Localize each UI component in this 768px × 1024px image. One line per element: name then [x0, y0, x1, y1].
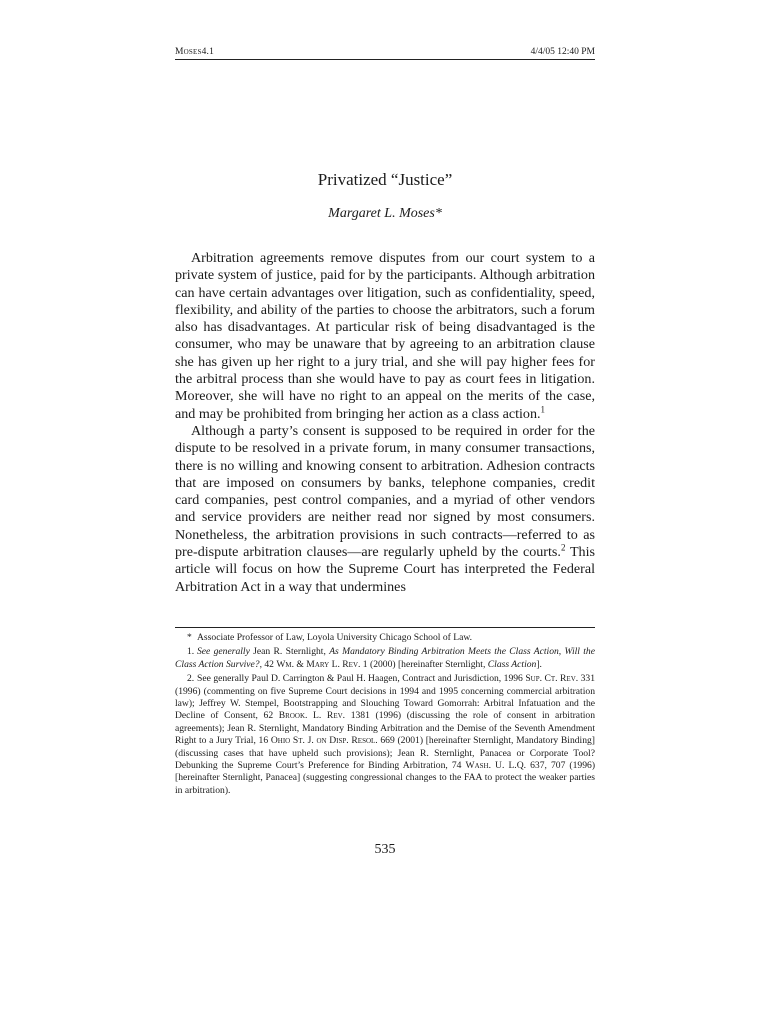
running-header	[175, 47, 595, 60]
footnote	[175, 632, 595, 644]
footnote-text: Associate Professor of Law, Loyola University Chicago School of Law.	[197, 632, 473, 643]
footnote-text: See generally	[197, 646, 250, 658]
footnote-text: Jean R. Sternlight,	[249, 646, 330, 658]
footnote-text: Sup. Ct. Rev.	[525, 673, 579, 685]
footnote-marker: 2.	[187, 673, 195, 685]
footnote-text: Wm. & Mary L. Rev.	[276, 658, 361, 670]
article-title: Privatized “Justice”	[317, 170, 453, 189]
paragraph-text: Although a party’s consent is supposed to be required in order for the dispute to be resolved in a private forum, in many consumer transactions, there is no willing and knowing consent to arbitration. Adhesion contracts that are imposed on consumers by banks, telephone companies, credit card companies, pest control companies, and a myriad of other vendors and service providers are neither read nor signed by most consumers. Nonetheless, the arbitration provisions in such contracts—referred to as pre-dispute arbitration clauses—are regularly upheld by the courts.	[175, 422, 595, 561]
footnote-text: Brook. L. Rev.	[278, 710, 346, 722]
footnote-text: 1 (2000) [hereinafter Sternlight,	[360, 658, 488, 670]
footnote-text: Wash. U. L.Q.	[465, 760, 527, 772]
footnote-text: 331 (1996) (commenting on five Supreme Court decisions in 1994 and 1995 concerning commercial arbitration law); Jeffrey W. Stempel, Bootstrapping and Slouching Toward Gomorrah: Arbitral Infatuation and the Decline of Consent, 62	[175, 673, 596, 722]
footnotes-section	[175, 632, 595, 799]
page-number: 535	[374, 842, 396, 857]
body-paragraph	[175, 423, 595, 596]
footnote-text: See generally Paul D. Carrington & Paul H. Haagen, Contract and Jurisdiction, 1996	[197, 673, 526, 685]
footnote-text: Class Action	[487, 658, 537, 670]
footnote-text: As Mandatory Binding Arbitration Meets the Class Action, Will the Class Action Survive?	[175, 646, 595, 670]
footnote	[175, 646, 595, 671]
paragraph-text: This article will focus on how the Supreme Court has interpreted the Federal Arbitration Act in a way that undermines	[175, 544, 595, 595]
footnote-marker: 1.	[187, 646, 195, 658]
footnote-text: , 42	[259, 658, 277, 670]
article-body	[175, 250, 595, 596]
footnote-divider	[175, 627, 595, 628]
footnote-reference: 1	[540, 403, 546, 414]
header-document-id: Moses4.1	[175, 47, 215, 57]
header-timestamp: 4/4/05 12:40 PM	[530, 47, 595, 57]
footnote-text: 637, 707 (1996) [hereinafter Sternlight, Panacea] (suggesting congressional changes to the FAA to protect the weaker parties in arbitration).	[175, 760, 596, 796]
body-paragraph	[175, 250, 595, 423]
paragraph-text: Arbitration agreements remove disputes from our court system to a private system of justice, paid for by the participants. Although arbitration can have certain advantages over litigation, such as confidentiality, speed, flexibility, and ability of the parties to choose the arbitrators, such a forum also has disadvantages. At particular risk of being disadvantaged is the consumer, who may be unaware that by agreeing to an arbitration clause she has given up her right to a jury trial, and she will pay higher fees for the arbitral process than she would have to pay as court fees in litigation. Moreover, she will have no right to an appeal on the merits of the case, and may be prohibited from bringing her action as a class action.	[175, 250, 595, 422]
footnote-text: ].	[536, 658, 542, 670]
article-author: Margaret L. Moses*	[328, 206, 442, 221]
footnote-text: 669 (2001) [hereinafter Sternlight, Mandatory Binding] (discussing cases that have upheld such provisions); Jean R. Sternlight, Panacea or Corporate Tool? Debunking the Supreme Court’s Preference for Binding Arbitration, 74	[175, 735, 595, 772]
footnote-reference: 2	[560, 542, 566, 553]
footnote-marker: *	[187, 632, 192, 643]
footnote	[175, 673, 595, 797]
footnote-text: 1381 (1996) (discussing the role of consent in arbitration agreements); Jean R. Sternlight, Mandatory Binding Arbitration and the Demise of the Seventh Amendment Right to a Jury Trial, 16	[175, 710, 595, 747]
footnote-text: Ohio St. J. on Disp. Resol.	[270, 735, 378, 747]
